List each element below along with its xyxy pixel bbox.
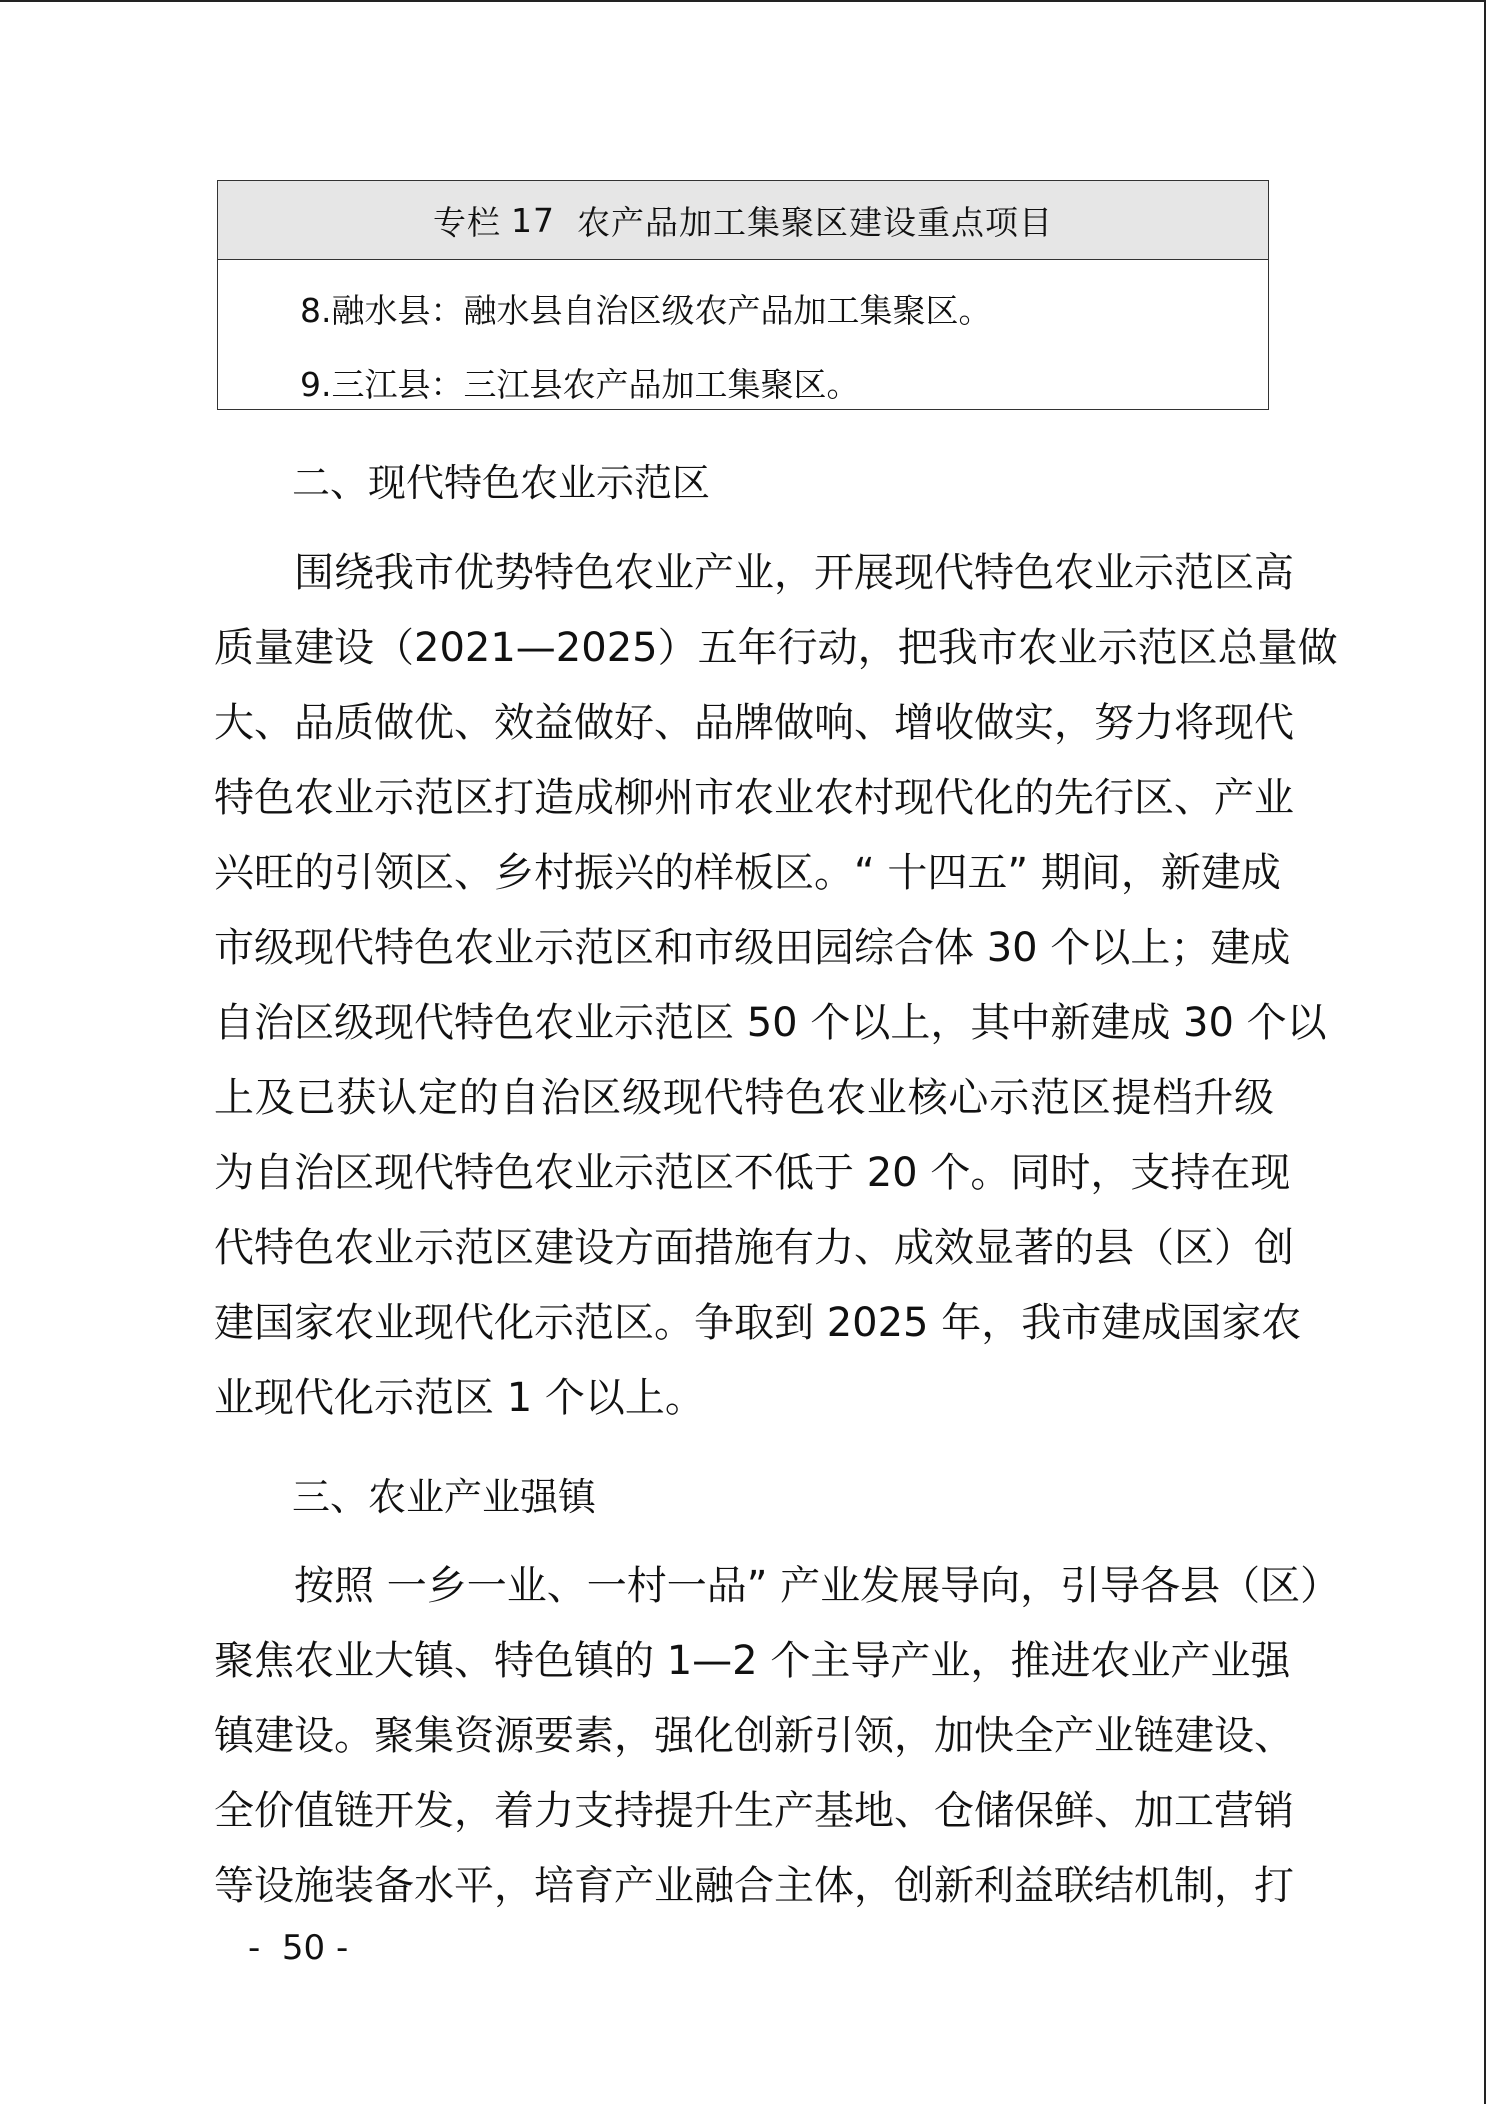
feature-box-title-text: 农产品加工集聚区建设重点项目 [577,202,1053,242]
paragraph-line: 市级现代特色农业示范区和市级田园综合体 30 个以上；建成 [214,925,1291,971]
paragraph-line: 聚焦农业大镇、特色镇的 1—2 个主导产业，推进农业产业强 [214,1638,1291,1684]
paragraph-line: 代特色农业示范区建设方面措施有力、成效显著的县（区）创 [214,1225,1294,1271]
section-paragraph [214,536,1338,1436]
paragraph-line: 自治区级现代特色农业示范区 50 个以上，其中新建成 30 个以 [214,1000,1327,1046]
paragraph-line: 特色农业示范区打造成柳州市农业农村现代化的先行区、产业 [214,775,1294,821]
section-heading: 三、农业产业强镇 [292,1475,597,1519]
page-number: - 50 - [248,1928,349,1968]
paragraph-line: 上及已获认定的自治区级现代特色农业核心示范区提档升级 [214,1075,1274,1121]
paragraph-line: 兴旺的引领区、乡村振兴的样板区。“ 十四五” 期间，新建成 [214,850,1281,896]
paragraph-line: 为自治区现代特色农业示范区不低于 20 个。同时，支持在现 [214,1150,1291,1196]
paragraph-line: 大、品质做优、效益做好、品牌做响、增收做实，努力将现代 [214,700,1294,746]
feature-box-title-prefix: 专栏 [433,202,501,242]
paragraph-line: 等设施装备水平，培育产业融合主体，创新利益联结机制，打 [214,1863,1294,1909]
paragraph-line: 全价值链开发，着力支持提升生产基地、仓储保鲜、加工营销 [214,1788,1294,1834]
paragraph-line: 建国家农业现代化示范区。争取到 2025 年，我市建成国家农 [214,1300,1302,1346]
feature-box-title [218,181,1268,260]
section-paragraph [214,1549,1341,1924]
feature-box-item: 9.三江县：三江县农产品加工集聚区。 [300,365,860,404]
paragraph-line: 质量建设（2021—2025）五年行动，把我市农业示范区总量做 [214,625,1338,671]
paragraph-line: 镇建设。聚集资源要素，强化创新引领，加快全产业链建设、 [214,1713,1294,1759]
paragraph-line: 按照 一乡一业、一村一品” 产业发展导向，引导各县（区） [294,1563,1341,1609]
paragraph-line: 业现代化示范区 1 个以上。 [214,1375,705,1421]
feature-box [217,180,1269,410]
section-heading: 二、现代特色农业示范区 [292,461,711,505]
paragraph-line: 围绕我市优势特色农业产业，开展现代特色农业示范区高 [294,550,1294,596]
feature-box-title-number: 17 [511,200,555,240]
feature-box-item: 8.融水县：融水县自治区级农产品加工集聚区。 [300,291,992,330]
